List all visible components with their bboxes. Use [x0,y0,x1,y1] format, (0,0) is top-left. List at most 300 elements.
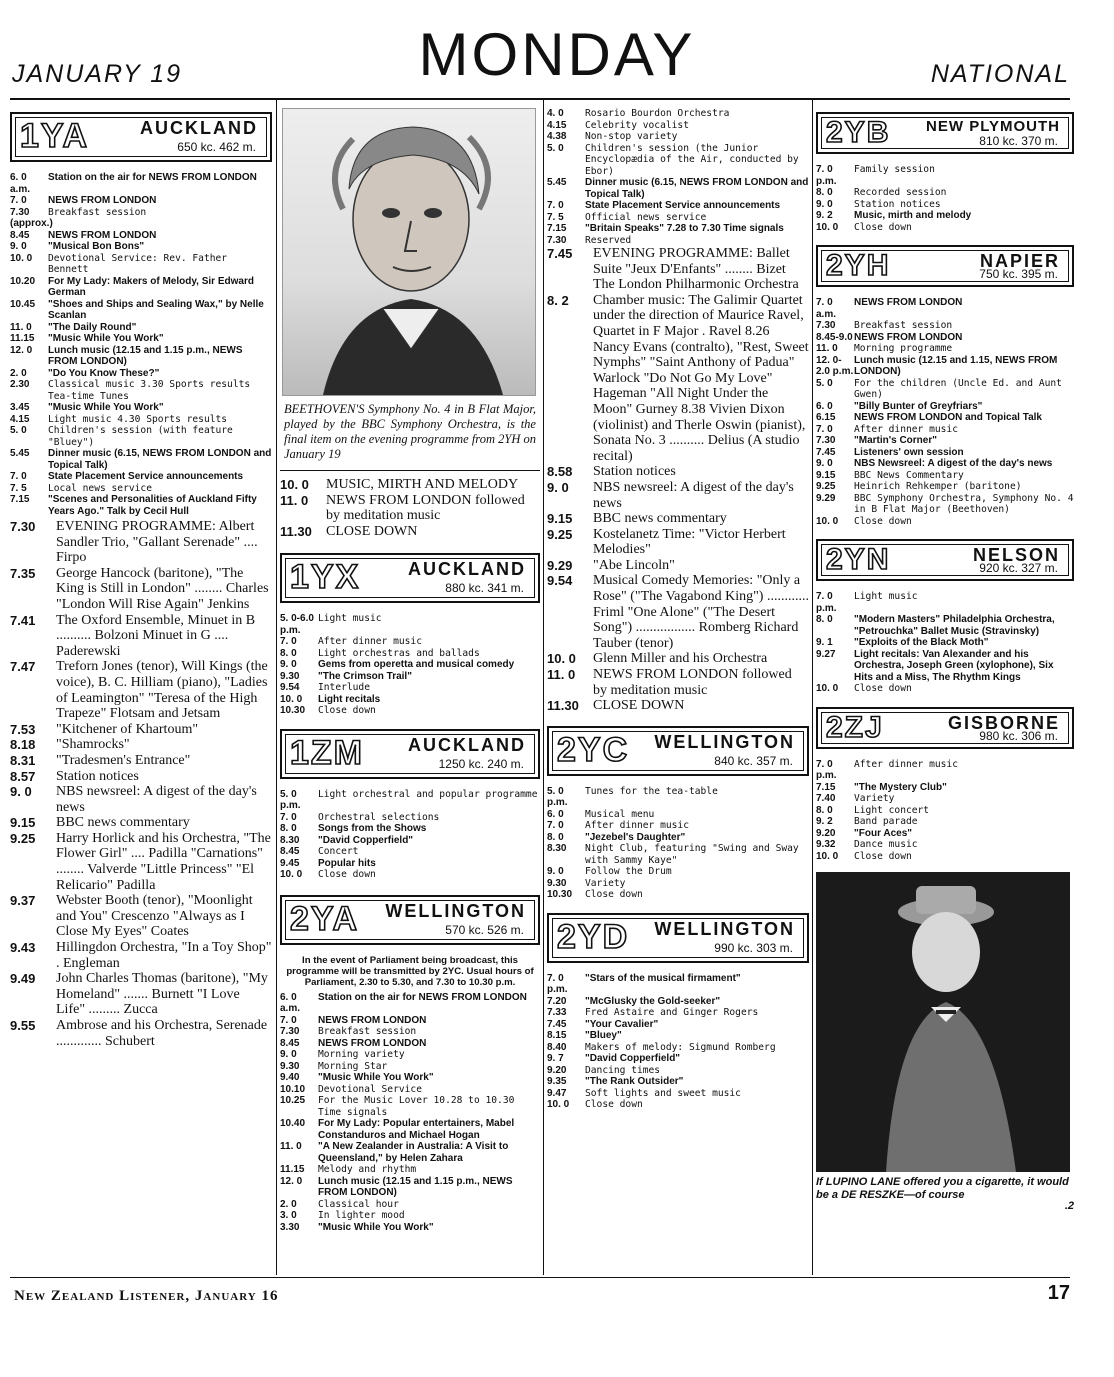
schedule-1zm [280,789,540,881]
schedule-item [547,143,809,178]
late-2ya [280,477,540,539]
schedule-item [280,1222,540,1234]
schedule-desc: Musical Comedy Memories: "Only a Rose" ("The Vagabond King") ............ Friml "One Alone" ("The Desert Song") ................. Romberg Richard Tauber (tenor) [593,573,809,651]
schedule-desc: Close down [585,1099,643,1111]
schedule-time: 9.15 [10,815,36,831]
schedule-time: 3.30 [280,1221,300,1233]
schedule-item [816,343,1074,355]
schedule-item [816,210,1074,222]
schedule-desc: Classical music 3.30 Sports results Tea-time Tunes [48,379,251,402]
schedule-desc: "Music While You Work" [48,402,164,413]
schedule-time: 9.25 [547,526,573,542]
schedule-item [547,464,809,480]
schedule-item [816,320,1074,332]
schedule-2yd [547,973,809,1111]
schedule-desc: Songs from the Shows [318,823,427,835]
schedule-item [816,297,1074,320]
schedule-time: 9. 0 [547,479,569,495]
schedule-time: 7.30 [547,234,567,246]
schedule-desc: NEWS FROM LONDON [48,195,157,206]
schedule-desc: "Scenes and Personalities of Auckland Fifty Years Ago." Talk by Cecil Hull [48,494,257,517]
schedule-time: 7. 0 [10,195,27,206]
schedule-item [547,1065,809,1077]
schedule-item [547,1053,809,1065]
schedule-time: 4.38 [547,131,567,142]
schedule-time: 6.15 [816,412,836,423]
schedule-desc: Soft lights and sweet music [585,1087,741,1099]
schedule-time: 7.45 [547,246,573,261]
station-box-1yx [280,553,540,603]
schedule-item [547,1007,809,1019]
schedule-time: 10.45 [10,298,36,310]
schedule-item [816,424,1074,436]
schedule-time: 9.55 [10,1018,36,1033]
schedule-item [816,591,1074,614]
station-city: AUCKLAND [408,734,526,755]
station-box-2yn [816,539,1074,581]
schedule-2yc [547,786,809,901]
schedule-time: 7. 0 [10,471,27,482]
station-call: 2YB [826,116,891,149]
schedule-desc: The Oxford Ensemble, Minuet in B .......... Bolzoni Minuet in G .... Paderewski [56,612,256,659]
schedule-item [280,694,540,706]
schedule-item [816,759,1074,782]
schedule-time: 10. 0 [280,693,303,705]
schedule-desc: Light orchestras and ballads [318,647,480,659]
schedule-time: 8. 0 [816,614,833,625]
station-call: 2ZJ [826,710,884,744]
station-freq: 920 kc. 327 m. [979,561,1058,575]
schedule-item [280,613,540,636]
schedule-time: 7.15 [547,223,567,234]
column-divider [812,100,813,1275]
schedule-time: 7. 0 p.m. [816,758,837,781]
schedule-item [547,878,809,890]
schedule-time: 5. 0 [547,142,564,154]
schedule-item [547,1030,809,1042]
schedule-item [280,846,540,858]
schedule-item [547,527,809,558]
schedule-item [280,1061,540,1073]
schedule-desc: "David Copperfield" [318,834,414,846]
schedule-desc: "Britain Speaks" 7.28 to 7.30 Time signals [585,223,784,234]
schedule-desc: NBS Newsreel: A digest of the day's news [854,458,1053,469]
schedule-item [816,470,1074,482]
schedule-desc: Station notices [593,464,676,480]
schedule-item [547,120,809,132]
schedule-item [10,471,272,483]
schedule-time: 9.43 [10,940,36,956]
station-freq: 990 kc. 303 m. [714,940,793,955]
schedule-desc: John Charles Thomas (baritone), "My Homeland" ....... Burnett "I Love Life" ......... Zucca [56,971,268,1018]
schedule-time: 8.45-9.0 [816,331,853,343]
schedule-desc: Variety [854,793,895,804]
schedule-item [10,402,272,414]
schedule-time: 8.45 [280,846,300,858]
header-date: JANUARY 19 [12,60,183,88]
lupino-caption: If LUPINO LANE offered you a cigarette, it would be a DE RESZKE—of course [816,1176,1069,1201]
station-box-2yh [816,245,1074,287]
bottom-rule [10,1277,1070,1278]
schedule-desc: Light orchestral and popular programme [318,788,538,800]
schedule-desc: "Martin's Corner" [854,435,937,446]
schedule-item [547,820,809,832]
schedule-desc: Concert [318,846,359,858]
schedule-item [10,483,272,495]
schedule-item [816,614,1074,637]
schedule-item [547,212,809,224]
schedule-desc: Devotional Service [318,1083,422,1095]
schedule-time: 11. 0 [547,667,576,683]
schedule-time: 10. 0 [816,850,839,862]
schedule-time: 9.35 [547,1076,567,1088]
schedule-item [280,1026,540,1038]
station-call: 2YD [557,917,630,956]
schedule-time: 8.18 [10,737,36,753]
schedule-time: 8. 0 [816,187,833,198]
schedule-desc: "Shamrocks" [56,737,130,753]
schedule-desc: In lighter mood [318,1210,405,1222]
station-call: 1YA [20,117,90,155]
schedule-desc: Band parade [854,816,918,827]
schedule-item [280,1164,540,1176]
schedule-desc: Breakfast session [854,320,953,331]
schedule-desc: Light recitals [318,693,381,705]
schedule-desc: "Abe Lincoln" [593,557,675,573]
schedule-desc: BBC Symphony Orchestra, Symphony No. 4 in B Flat Major (Beethoven) [854,492,1074,515]
schedule-item [547,1076,809,1088]
schedule-time: 10.40 [280,1118,306,1130]
schedule-item [10,379,272,402]
schedule-time: 7.35 [10,565,36,581]
schedule-item [547,131,809,143]
schedule-item [816,637,1074,649]
schedule-desc: Dancing times [585,1064,661,1076]
schedule-desc: Melody and rhythm [318,1164,417,1176]
schedule-time: 10. 0 [280,869,303,881]
schedule-time: 8.15 [547,1030,567,1042]
schedule-desc: State Placement Service announcements [48,471,244,482]
schedule-item [547,667,809,698]
column-1 [10,108,272,1049]
station-city: WELLINGTON [654,918,795,939]
schedule-item [280,705,540,717]
schedule-item [547,246,809,293]
schedule-time: 9.15 [816,469,836,481]
schedule-desc: Lunch music (12.15 and 1.15 p.m., NEWS FROM LONDON) [318,1175,513,1199]
schedule-desc: "Bluey" [585,1030,622,1042]
schedule-item [10,784,272,815]
schedule-item [10,722,272,738]
schedule-time: 10. 0 [816,221,839,233]
schedule-time: 7. 0 a.m. [816,297,837,320]
schedule-desc: After dinner music [318,636,422,648]
schedule-desc: "Music While You Work" [318,1072,434,1084]
schedule-time: 7.20 [547,995,567,1007]
schedule-desc: Close down [854,515,912,527]
schedule-desc: NBS newsreel: A digest of the day's news [593,479,794,511]
schedule-desc: Popular hits [318,857,376,869]
schedule-desc: Light recitals: Van Alexander and his Orchestra, Joseph Green (xylophone), Six Hits and a Miss, The Rhythm Kings [854,648,1054,683]
schedule-desc: Dance music [854,839,918,850]
station-freq: 650 kc. 462 m. [177,140,256,154]
schedule-time: 10.30 [547,889,573,901]
schedule-item [10,566,272,613]
schedule-time: 6. 0 [816,400,833,412]
schedule-item [816,164,1074,187]
schedule-time: 9.47 [547,1087,567,1099]
schedule-item [816,378,1074,401]
schedule-desc: "Exploits of the Black Moth" [854,637,989,648]
schedule-item [816,649,1074,684]
schedule-item [10,299,272,322]
schedule-time: 2. 0 [10,367,27,379]
schedule-time: 5. 0 p.m. [547,785,568,809]
station-box-2yb [816,112,1074,154]
schedule-desc: Variety [585,877,626,889]
top-rule [10,98,1070,100]
schedule-desc: Light music [854,591,918,602]
schedule-item [280,1072,540,1084]
lupino-lane-photo [816,872,1070,1172]
schedule-item [280,869,540,881]
schedule-desc: Hillingdon Orchestra, "In a Toy Shop" . Engleman [56,940,272,971]
schedule-item [10,241,272,253]
schedule-desc: BBC news commentary [593,511,727,527]
column-4 [816,108,1074,1213]
schedule-item [280,671,540,683]
schedule-item [280,682,540,694]
schedule-desc: Classical hour [318,1198,399,1210]
schedule-desc: Gems from operetta and musical comedy [318,659,515,671]
schedule-time: 8. 0 [816,804,833,816]
schedule-item [547,511,809,527]
schedule-time: 9. 0 [547,866,564,878]
schedule-desc: Close down [854,683,912,694]
schedule-item [10,172,272,195]
schedule-time: 7. 0 p.m. [547,972,568,996]
schedule-item [816,805,1074,817]
schedule-time: 10.10 [280,1083,306,1095]
schedule-desc: NEWS FROM LONDON and Topical Talk [854,412,1042,423]
schedule-time: 5. 0 p.m. [280,788,301,812]
station-city: NEW PLYMOUTH [926,118,1060,135]
schedule-time: 9. 1 [816,637,833,648]
schedule-item [816,332,1074,344]
schedule-time: 9.27 [816,648,836,660]
schedule-time: 11. 0 [280,492,309,508]
schedule-time: 10.20 [10,275,36,287]
schedule-desc: NEWS FROM LONDON [854,297,963,308]
schedule-item [10,815,272,831]
schedule-item [280,648,540,660]
schedule-time: 7. 5 [547,211,564,223]
station-box-2yd [547,913,809,963]
schedule-time: 6. 0 a.m. [280,991,301,1015]
schedule-time: 8. 0 [280,647,297,659]
schedule-time: 7.30 (approx.) [10,206,53,229]
schedule-item [10,971,272,1018]
schedule-item [280,1141,540,1164]
station-city: NAPIER [979,251,1060,271]
schedule-time: 10. 0 [547,651,576,667]
schedule-item [10,345,272,368]
schedule-desc: NEWS FROM LONDON [318,1037,427,1049]
schedule-2zj [816,759,1074,863]
schedule-time: 5.45 [10,448,30,459]
schedule-item [547,235,809,247]
schedule-item [547,108,809,120]
schedule-item [547,480,809,511]
schedule-time: 11.30 [280,523,312,539]
schedule-desc: Children's session (with feature "Bluey") [48,425,233,448]
schedule-item [547,698,809,714]
schedule-item [10,1018,272,1049]
schedule-desc: NEWS FROM LONDON [854,331,963,343]
schedule-desc: Heinrich Rehkemper (baritone) [854,481,1022,492]
schedule-desc: Morning programme [854,343,953,354]
station-city: GISBORNE [947,712,1060,733]
schedule-desc: Tunes for the tea-table [585,785,718,797]
schedule-desc: NEWS FROM LONDON [318,1014,427,1026]
schedule-time: 9.25 [10,830,36,846]
schedule-time: 7.47 [10,659,36,675]
schedule-time: 2. 0 [280,1198,297,1210]
evening-1ya [10,519,272,1049]
schedule-time: 9.32 [816,839,836,850]
schedule-desc: "Four Aces" [854,827,913,839]
schedule-desc: Fred Astaire and Ginger Rogers [585,1007,759,1019]
schedule-item [547,177,809,200]
schedule-item [280,858,540,870]
schedule-time: 9.45 [280,857,300,869]
schedule-item [10,737,272,753]
schedule-desc: For My Lady: Makers of Melody, Sir Edward German [48,275,254,298]
schedule-desc: Celebrity vocalist [585,119,689,131]
schedule-item [547,973,809,996]
footer-page: 17 [1047,1282,1070,1304]
schedule-desc: "Billy Bunter of Greyfriars" [854,400,983,412]
schedule-time: 7.30 [10,519,36,534]
schedule-item [816,782,1074,794]
schedule-time: 10. 0 [280,477,309,492]
station-call: 2YA [290,899,360,938]
schedule-desc: After dinner music [585,820,689,832]
schedule-time: 4. 0 [547,108,564,119]
station-city: AUCKLAND [408,559,526,580]
schedule-item [280,659,540,671]
schedule-time: 9.54 [280,682,300,694]
schedule-time: 7. 0 [816,423,833,435]
schedule-item [547,293,809,465]
schedule-time: 7.41 [10,612,36,628]
schedule-time: 7. 5 [10,482,27,494]
schedule-item [280,835,540,847]
schedule-item [280,789,540,812]
schedule-desc: Makers of melody: Sigmund Romberg [585,1041,776,1053]
schedule-item [547,651,809,667]
schedule-item [280,477,540,493]
schedule-time: 10.30 [280,705,306,717]
schedule-time: 11. 0 [280,1141,302,1153]
schedule-desc: Devotional Service: Rev. Father Bennett [48,252,228,275]
schedule-desc: Station notices [854,198,941,210]
schedule-desc: For the Music Lover 10.28 to 10.30 Time signals [318,1095,515,1118]
schedule-desc: "The Daily Round" [48,321,137,333]
schedule-item [10,893,272,940]
station-box-2ya [280,895,540,945]
station-call: 1ZM [290,733,364,772]
schedule-2ya [280,992,540,1234]
schedule-desc: "Stars of the musical firmament" [585,972,741,984]
schedule-desc: Kostelanetz Time: "Victor Herbert Melodies" [593,526,786,558]
schedule-item [816,199,1074,211]
schedule-time: 7. 0 p.m. [816,164,837,187]
schedule-item [816,828,1074,840]
schedule-item [547,558,809,574]
schedule-time: 3.45 [10,402,30,413]
schedule-item [280,1176,540,1199]
schedule-item [547,889,809,901]
station-call: 2YC [557,730,630,769]
station-box-1ya [10,112,272,162]
schedule-time: 9.37 [10,893,36,909]
schedule-item [10,659,272,721]
schedule-time: 5. 0-6.0 p.m. [280,613,314,636]
schedule-desc: After dinner music [854,758,958,770]
schedule-item [816,355,1074,378]
schedule-time: 9. 0 [816,198,833,210]
schedule-time: 9. 0 [10,241,27,252]
schedule-time: 11. 0 [816,343,838,354]
schedule-desc: "The Crimson Trail" [318,670,412,682]
schedule-item [547,809,809,821]
schedule-item [280,524,540,540]
schedule-item [547,786,809,809]
schedule-time: 2.30 [10,379,30,390]
schedule-desc: After dinner music [854,423,958,435]
schedule-desc: Station on the air for NEWS FROM LONDON [48,172,257,183]
schedule-item [10,333,272,345]
schedule-item [547,996,809,1008]
schedule-item [547,866,809,878]
header-day: MONDAY [418,21,696,88]
schedule-time: 9.54 [547,573,573,589]
schedule-time: 10. 0 [10,252,33,264]
schedule-2yh [816,297,1074,527]
schedule-time: 7.33 [547,1007,567,1019]
schedule-desc: NEWS FROM LONDON followed by meditation music [326,492,525,524]
schedule-desc: "Your Cavalier" [585,1018,659,1030]
schedule-item [10,207,272,230]
schedule-desc: Reserved [585,234,632,246]
schedule-item [816,401,1074,413]
schedule-desc: Close down [854,221,912,233]
schedule-desc: Night Club, featuring "Swing and Sway with Sammy Kaye" [585,843,799,866]
schedule-desc: CLOSE DOWN [593,698,685,714]
schedule-time: 7.15 [816,781,836,793]
schedule-time: 9.49 [10,971,36,987]
schedule-time: 6. 0 [547,808,564,820]
schedule-desc: "Music While You Work" [48,333,164,344]
schedule-desc: Orchestral selections [318,811,440,823]
schedule-time: 8. 0 [547,831,564,843]
schedule-time: 4.15 [10,413,30,425]
schedule-time: 12. 0 [10,344,33,356]
beethoven-portrait [282,108,536,396]
schedule-time: 10. 0 [816,515,839,527]
schedule-desc: Music, mirth and melody [854,210,972,221]
